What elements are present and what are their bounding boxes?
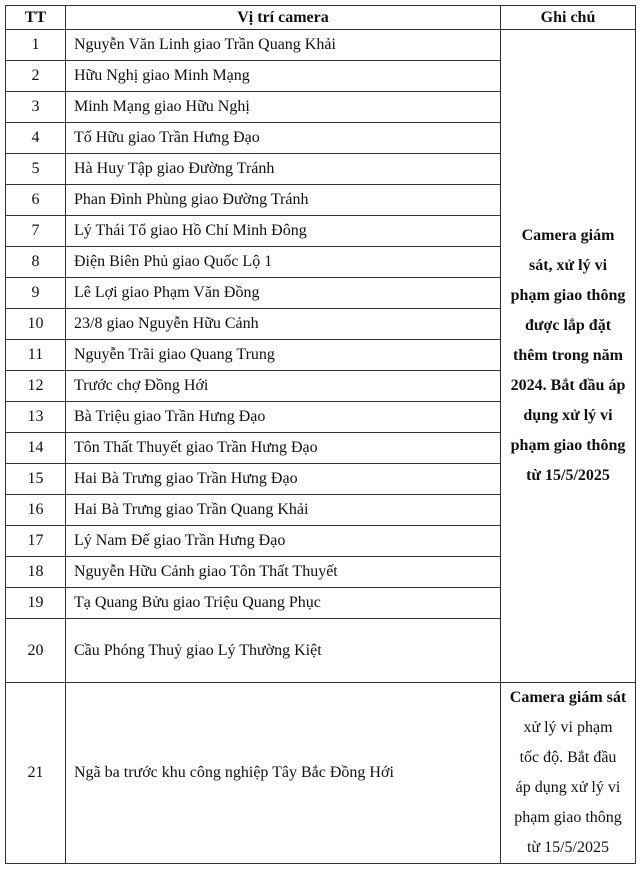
camera-location: Hà Huy Tập giao Đường Tránh: [66, 154, 501, 185]
camera-location-table: [5, 5, 636, 864]
header-note: Ghi chú: [501, 6, 636, 30]
row-number: 4: [6, 123, 66, 154]
note-line: Camera giám sát: [509, 689, 627, 706]
note-line: sát, xử lý vi: [528, 257, 608, 274]
row-number: 18: [6, 557, 66, 588]
camera-location: Minh Mạng giao Hữu Nghị: [66, 92, 501, 123]
camera-location: 23/8 giao Nguyễn Hữu Cảnh: [66, 309, 501, 340]
row-number: 1: [6, 30, 66, 61]
camera-location: Nguyễn Văn Linh giao Trần Quang Khải: [66, 30, 501, 61]
row-number: 12: [6, 371, 66, 402]
note-line: từ 15/5/2025: [526, 467, 610, 484]
note-line: phạm giao thông: [510, 287, 626, 304]
camera-location: Hai Bà Trưng giao Trần Hưng Đạo: [66, 464, 501, 495]
camera-location: Cầu Phóng Thuỷ giao Lý Thường Kiệt: [66, 619, 501, 683]
camera-location: Ngã ba trước khu công nghiệp Tây Bắc Đồng Hới: [66, 683, 501, 864]
note-cell-group-1: [501, 30, 636, 683]
row-number: 20: [6, 619, 66, 683]
row-number: 8: [6, 247, 66, 278]
note-cell-group-2: [501, 683, 636, 864]
table-row: [6, 30, 636, 61]
note-line: xử lý vi phạm: [523, 719, 613, 736]
note-line: được lắp đặt: [524, 317, 612, 334]
row-number: 19: [6, 588, 66, 619]
camera-location: Điện Biên Phủ giao Quốc Lộ 1: [66, 247, 501, 278]
header-location: Vị trí camera: [66, 6, 501, 30]
header-tt: TT: [6, 6, 66, 30]
camera-location: Lý Thái Tổ giao Hồ Chí Minh Đông: [66, 216, 501, 247]
note-line: áp dụng xử lý vi: [515, 779, 621, 796]
note-line: Camera giám: [521, 227, 615, 244]
note-line: thêm trong năm: [513, 347, 623, 364]
table-row: [6, 683, 636, 864]
note-line: dụng xử lý vi: [523, 407, 613, 424]
camera-location: Lý Nam Đế giao Trần Hưng Đạo: [66, 526, 501, 557]
camera-location: Nguyễn Hữu Cảnh giao Tôn Thất Thuyết: [66, 557, 501, 588]
row-number: 10: [6, 309, 66, 340]
row-number: 6: [6, 185, 66, 216]
row-number: 7: [6, 216, 66, 247]
note-line: tốc độ. Bắt đầu: [519, 749, 617, 766]
camera-location: Phan Đình Phùng giao Đường Tránh: [66, 185, 501, 216]
note-line: 2024. Bắt đầu áp: [510, 377, 626, 394]
header-row: [6, 6, 636, 30]
camera-location: Bà Triệu giao Trần Hưng Đạo: [66, 402, 501, 433]
camera-location: Tạ Quang Bửu giao Triệu Quang Phục: [66, 588, 501, 619]
camera-location: Nguyễn Trãi giao Quang Trung: [66, 340, 501, 371]
camera-location: Trước chợ Đồng Hới: [66, 371, 501, 402]
row-number: 17: [6, 526, 66, 557]
row-number: 15: [6, 464, 66, 495]
camera-location: Tố Hữu giao Trần Hưng Đạo: [66, 123, 501, 154]
row-number: 21: [6, 683, 66, 864]
note-line: từ 15/5/2025: [526, 839, 609, 856]
row-number: 2: [6, 61, 66, 92]
camera-location: Hữu Nghị giao Minh Mạng: [66, 61, 501, 92]
row-number: 13: [6, 402, 66, 433]
camera-location: Hai Bà Trưng giao Trần Quang Khải: [66, 495, 501, 526]
row-number: 5: [6, 154, 66, 185]
row-number: 16: [6, 495, 66, 526]
camera-location: Tôn Thất Thuyết giao Trần Hưng Đạo: [66, 433, 501, 464]
row-number: 14: [6, 433, 66, 464]
row-number: 11: [6, 340, 66, 371]
row-number: 3: [6, 92, 66, 123]
row-number: 9: [6, 278, 66, 309]
note-line: phạm giao thông: [514, 809, 622, 826]
note-line: phạm giao thông: [510, 437, 626, 454]
camera-location: Lê Lợi giao Phạm Văn Đồng: [66, 278, 501, 309]
